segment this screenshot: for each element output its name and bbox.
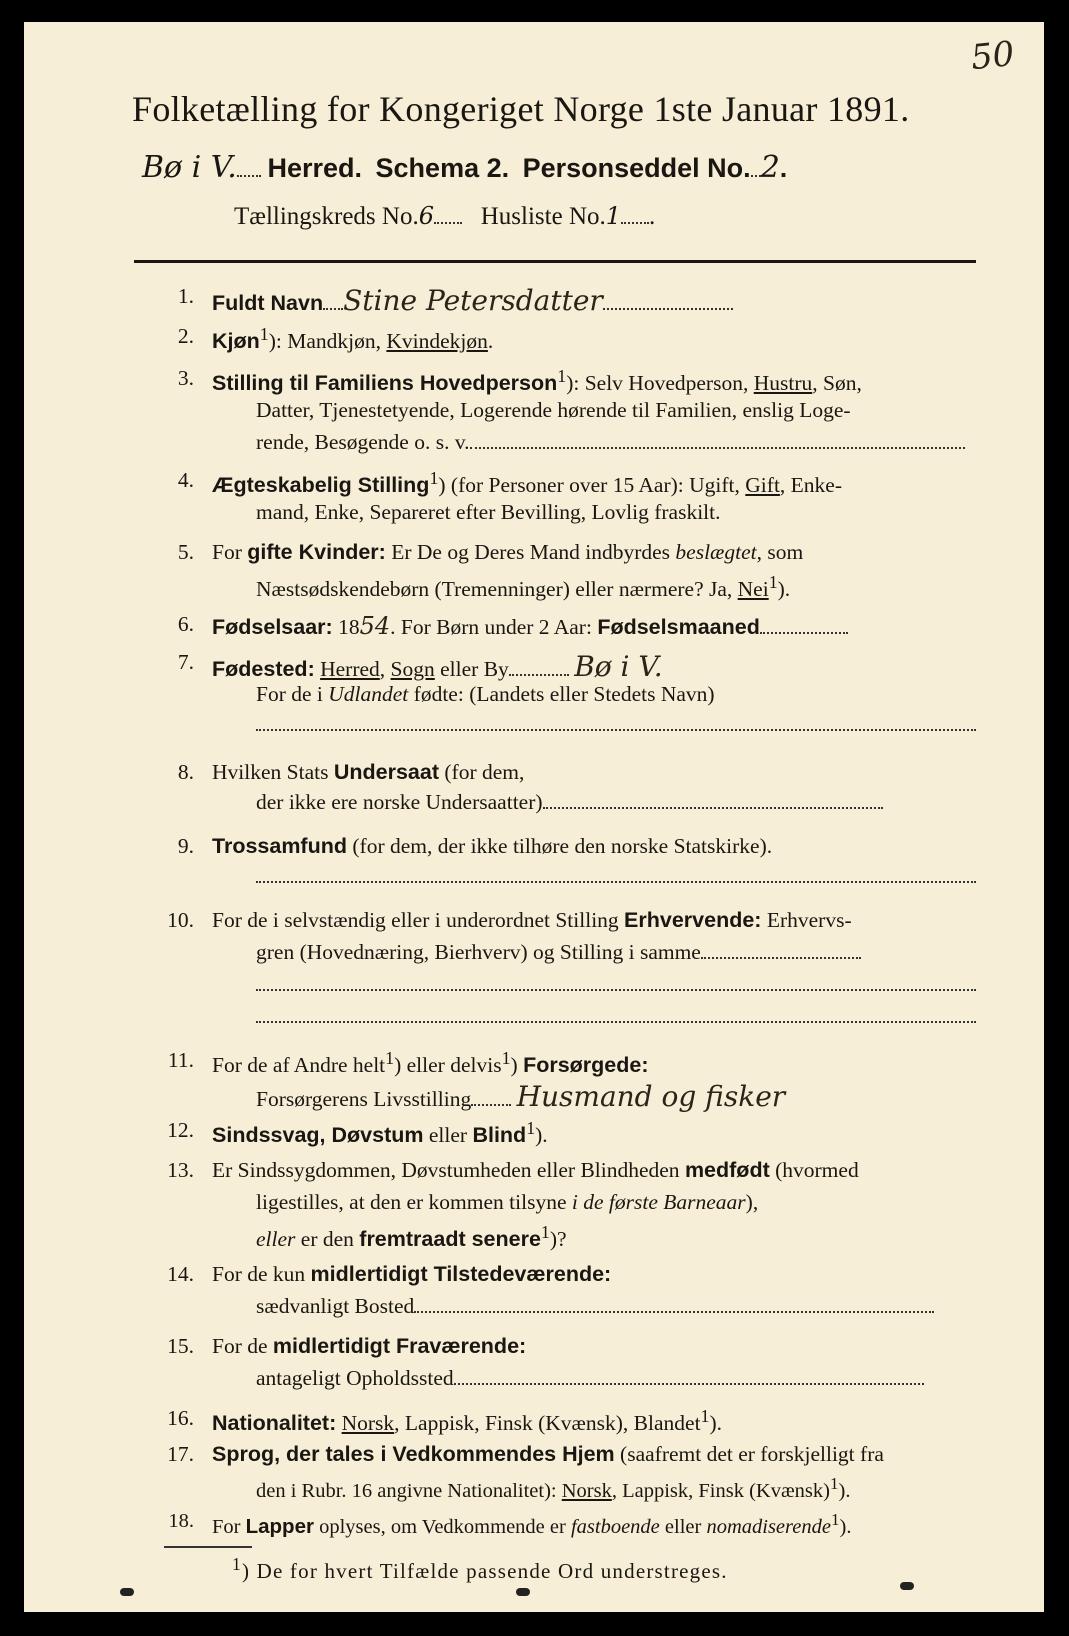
- q11-sup2: 1: [501, 1048, 511, 1068]
- q7-line2a: For de i: [256, 682, 329, 706]
- ink-mark: [516, 1588, 530, 1596]
- schema-label: Schema 2.: [375, 153, 510, 183]
- form-title: Folketælling for Kongeriget Norge 1ste Januar 1891.: [132, 89, 910, 129]
- q5-text: Er De og Deres Mand indbyrdes: [385, 540, 676, 564]
- q13-line2a: ligestilles, at den er kommen tilsyne: [256, 1190, 572, 1214]
- q7-answer: Bø i V.: [574, 650, 663, 683]
- q14-bold: midlertidigt Tilstedeværende:: [310, 1262, 612, 1286]
- q5-sup: 1: [768, 572, 778, 592]
- q7-sep: ,: [379, 657, 391, 681]
- kreds-label: Tællingskreds No.: [234, 203, 419, 230]
- q16-end: ).: [709, 1411, 723, 1436]
- q16-number: 16.: [167, 1406, 194, 1430]
- q6-number: 6.: [177, 612, 194, 636]
- q8-bold: Undersaat: [333, 760, 439, 784]
- q12-text: eller: [423, 1123, 473, 1148]
- q12-sup: 1: [526, 1118, 536, 1138]
- q4-line2: mand, Enke, Separeret efter Bevilling, Lovlig fraskilt.: [256, 500, 721, 524]
- q4-text2: , Enke-: [779, 473, 843, 498]
- q12-bold2: Blind: [472, 1123, 527, 1148]
- q1-number: 1.: [177, 284, 194, 308]
- q17-line2c: ).: [838, 1479, 851, 1502]
- q3-text2: , Søn,: [812, 371, 862, 396]
- q14-text1: For de kun: [212, 1262, 311, 1286]
- q4-underlined: Gift: [745, 473, 780, 498]
- q3-sup: 1: [557, 366, 567, 386]
- q3-label: Stilling til Familiens Hovedperson: [212, 371, 558, 396]
- q13-number: 13.: [167, 1158, 194, 1182]
- q2-sup: 1: [259, 324, 269, 344]
- q9-text: (for dem, der ikke tilhøre den norske Statskirke).: [347, 834, 773, 858]
- q10-text2: Erhvervs-: [761, 908, 852, 932]
- q14-line2: sædvanligt Bosted: [256, 1294, 415, 1318]
- q11-answer: Husmand og fisker: [516, 1080, 786, 1113]
- q9-number: 9.: [177, 834, 194, 858]
- q5-italic: beslægtet: [675, 540, 757, 564]
- q4-label: Ægteskabelig Stilling: [212, 473, 430, 498]
- q6-text: For Børn under 2 Aar:: [395, 615, 598, 639]
- q3-underlined: Hustru: [753, 371, 813, 396]
- q5-line2b: ).: [777, 577, 791, 602]
- q5-number: 5.: [177, 540, 194, 564]
- q13-text2: (hvormed: [769, 1158, 859, 1182]
- q8-line2: der ikke ere norske Undersaatter): [256, 790, 543, 814]
- q2-end: .: [487, 329, 494, 354]
- q17-sup: 1: [829, 1474, 839, 1493]
- q14-number: 14.: [167, 1262, 194, 1286]
- q12-bold: Sindssvag, Døvstum: [212, 1123, 424, 1148]
- q7-number: 7.: [177, 650, 194, 674]
- q17-bold: Sprog, der tales i Vedkommendes Hjem: [212, 1442, 615, 1466]
- q6-prefix: 18: [332, 615, 360, 639]
- q3-line2: Datter, Tjenestetyende, Logerende hørende til Familien, enslig Loge-: [256, 398, 851, 422]
- q13-line3-it: eller: [256, 1227, 296, 1252]
- q13-italic: i de første Barneaar: [571, 1190, 746, 1214]
- kreds-value: 6: [418, 202, 434, 230]
- q18-italic2: nomadiserende: [706, 1515, 831, 1538]
- q5-label: For: [212, 540, 248, 564]
- q11-line2: Forsørgerens Livsstilling: [256, 1087, 472, 1111]
- q8-number: 8.: [177, 760, 194, 784]
- q2-underlined: Kvindekjøn: [386, 329, 488, 354]
- q5-bold: gifte Kvinder:: [247, 540, 386, 564]
- q15-text1: For de: [212, 1334, 273, 1358]
- header-line-2: Tællingskreds No.6 Husliste No.1 .: [234, 202, 656, 230]
- q4-sup: 1: [429, 468, 439, 488]
- footnote-sup: 1: [232, 1554, 242, 1574]
- q5-text-end: , som: [756, 540, 804, 564]
- q17-text: (saafremt det er forskjelligt fra: [614, 1442, 884, 1466]
- q17-underlined: Norsk: [561, 1479, 612, 1502]
- q7-line2b: fødte: (Landets eller Stedets Navn): [408, 682, 715, 706]
- q11-text1: For de af Andre helt: [212, 1053, 386, 1078]
- q16-underlined: Norsk: [341, 1411, 395, 1436]
- q15-number: 15.: [167, 1334, 194, 1358]
- header-line-1: Bø i V. Herred. Schema 2. Personseddel No. 2.: [142, 150, 788, 185]
- q10-line2: gren (Hovednæring, Bierhverv) og Stilling i samme: [256, 940, 701, 964]
- herred-label: Herred.: [267, 153, 363, 183]
- q7-text: eller By: [434, 657, 509, 681]
- q17-line2a: den i Rubr. 16 angivne Nationalitet):: [256, 1479, 562, 1502]
- q1-answer: Stine Petersdatter: [343, 284, 603, 317]
- page-number: 50: [968, 33, 1016, 79]
- q18-number: 18.: [168, 1510, 194, 1532]
- footnote: [232, 1554, 728, 1584]
- personseddel-value: 2: [760, 150, 780, 185]
- q11-sup1: 1: [385, 1048, 395, 1068]
- ink-mark: [120, 1588, 134, 1596]
- footnote-rule: [164, 1546, 252, 1548]
- q1-label: Fuldt Navn: [212, 291, 324, 315]
- q6-bold2: Fødselsmaaned: [597, 615, 760, 639]
- q3-number: 3.: [177, 366, 194, 390]
- census-form: 50 Folketælling for Kongeriget Norge 1ste Januar 1891. Bø i V. Herred. Schema 2. Personseddel No. 2. Tællingskreds No.6 Husliste No.1 . 1. Fuldt Navn Stine Petersdatter 2. Kjøn$^1$): Mandkjøn, Kvindekjøn. 3. Stilling til Familiens Hovedperson$^1$): Selv Hovedperson, Hustru, Søn, Datter, Tjenestetyende, Logerende hørende til Familien, enslig Loge- rende, Besøgende o. s. v. 4. Ægteskabelig Stilling$^1$) (for Personer over 15 Aar): Ugift, Gift, Enke- mand, Enke, Separeret efter Bevilling, Lovlig fraskilt. 5. For gifte Kvinder: Er De og Deres Mand indbyrdes beslægtet, som Næstsødskendebørn (Tremenninger) eller nærmere? Ja, Nei$^1$). 6. Fødselsaar: 1854. For Børn under 2 Aar: Fødselsmaaned 7. Fødested: Herred, Sogn eller By Bø i V. For de i Udlandet fødte: (Landets eller Stedets Navn) 8. Hvilken Stats Undersaat (for dem, der ikke ere norske Undersaatter) 9. Trossamfund (for dem, der ikke tilhøre den norske Statskirke). 10. For de i selvstændig eller i underordnet Stilling Erhvervende: Erhvervs- gren (Hovednæring, Bierhverv) og Stilling i samme 11. For de af Andre helt$^1$) eller delvis$^1$) Forsørgede: Forsørgerens Livsstilling Husmand og fisker 12. Sindssvag, Døvstum eller Blind$^1$). 13. Er Sindssygdommen, Døvstumheden eller Blindheden medfødt (hvormed ligestilles, at den er kommen tilsyne i de første Barneaar), eller er den fremtraadt senere$^1$)? 14. For de kun midlertidigt Tilstedeværende: sædvanligt Bosted 15. For de midlertidigt Fraværende: antageligt Opholdssted 16. Nationalitet: Norsk, Lappisk, Finsk (Kvænsk), Blandet$^1$). 17. Sprog, der tales i Vedkommendes Hjem (saafremt det er forskjelligt fra den i Rubr. 16 angivne Nationalitet): Norsk, Lappisk, Finsk (Kvænsk)$^1$). 18. For Lapper oplyses, om Vedkommende er fastboende eller nomadiserende$^1$). $^1$) De for hvert Tilfælde passende Ord understreges.: [24, 22, 1044, 1612]
- husliste-label: Husliste No.: [480, 203, 606, 230]
- q18-bold: Lapper: [245, 1514, 314, 1538]
- q13-line3a: er den: [295, 1227, 360, 1252]
- q6-label: Fødselsaar:: [212, 615, 333, 639]
- personseddel-label: Personseddel No.: [522, 153, 751, 183]
- q18-text3: eller: [659, 1515, 707, 1538]
- q3-text1: ): Selv Hovedperson,: [566, 371, 754, 396]
- q8-text1: Hvilken Stats: [212, 760, 334, 784]
- q18-italic1: fastboende: [570, 1515, 660, 1538]
- q18-end: ).: [839, 1515, 852, 1538]
- header-rule: [134, 260, 976, 263]
- q13-line3-bold: fremtraadt senere: [359, 1227, 541, 1252]
- q17-line2b: , Lappisk, Finsk (Kvænsk): [611, 1479, 830, 1502]
- q2-text: ): Mandkjøn,: [268, 329, 387, 354]
- q10-text1: For de i selvstændig eller i underordnet Stilling: [212, 908, 625, 932]
- q5-underlined: Nei: [737, 577, 769, 602]
- husliste-value: 1: [605, 202, 622, 230]
- q13-line2b: ),: [745, 1190, 759, 1214]
- q2-label: Kjøn: [212, 329, 260, 354]
- q6-answer: 54: [359, 612, 391, 640]
- q15-bold: midlertidigt Fraværende:: [272, 1334, 527, 1358]
- q11-number: 11.: [167, 1048, 194, 1072]
- q9-bold: Trossamfund: [212, 834, 347, 858]
- q16-text: , Lappisk, Finsk (Kvænsk), Blandet: [394, 1411, 701, 1436]
- q16-sup: 1: [700, 1406, 710, 1426]
- q16-bold: Nationalitet:: [212, 1411, 337, 1436]
- ink-mark: [900, 1582, 914, 1590]
- q18-text1: For: [212, 1515, 246, 1538]
- q5-line2a: Næstsødskendebørn (Tremenninger) eller nærmere? Ja,: [256, 577, 738, 602]
- q15-line2: antageligt Opholdssted: [256, 1366, 454, 1390]
- q12-end: ).: [535, 1123, 548, 1148]
- footnote-text: ) De for hvert Tilfælde passende Ord understreges.: [241, 1559, 728, 1583]
- q4-number: 4.: [177, 468, 194, 492]
- herred-value: Bø i V.: [142, 150, 237, 185]
- q17-number: 17.: [167, 1442, 194, 1466]
- q11-text2: ) eller delvis: [394, 1053, 502, 1078]
- q13-line3b: )?: [549, 1227, 567, 1252]
- q3-line3: rende, Besøgende o. s. v.: [256, 430, 470, 454]
- q7-underlined1: Herred: [320, 657, 380, 681]
- q4-text1: ) (for Personer over 15 Aar): Ugift,: [438, 473, 746, 498]
- q10-bold: Erhvervende:: [624, 908, 762, 932]
- q18-text2: oplyses, om Vedkommende er: [313, 1515, 571, 1538]
- q12-number: 12.: [167, 1118, 194, 1142]
- q18-sup: 1: [830, 1510, 840, 1529]
- q7-italic: Udlandet: [328, 682, 409, 706]
- q7-label: Fødested:: [212, 657, 315, 681]
- q11-text3: ): [510, 1053, 524, 1078]
- q2-number: 2.: [177, 324, 194, 348]
- q13-bold: medfødt: [684, 1158, 770, 1182]
- q11-bold: Forsørgede:: [523, 1053, 649, 1078]
- q13-sup: 1: [540, 1222, 550, 1242]
- q13-text1: Er Sindssygdommen, Døvstumheden eller Blindheden: [212, 1158, 685, 1182]
- q8-text2: (for dem,: [439, 760, 525, 784]
- q7-underlined2: Sogn: [390, 657, 435, 681]
- q10-number: 10.: [167, 908, 194, 932]
